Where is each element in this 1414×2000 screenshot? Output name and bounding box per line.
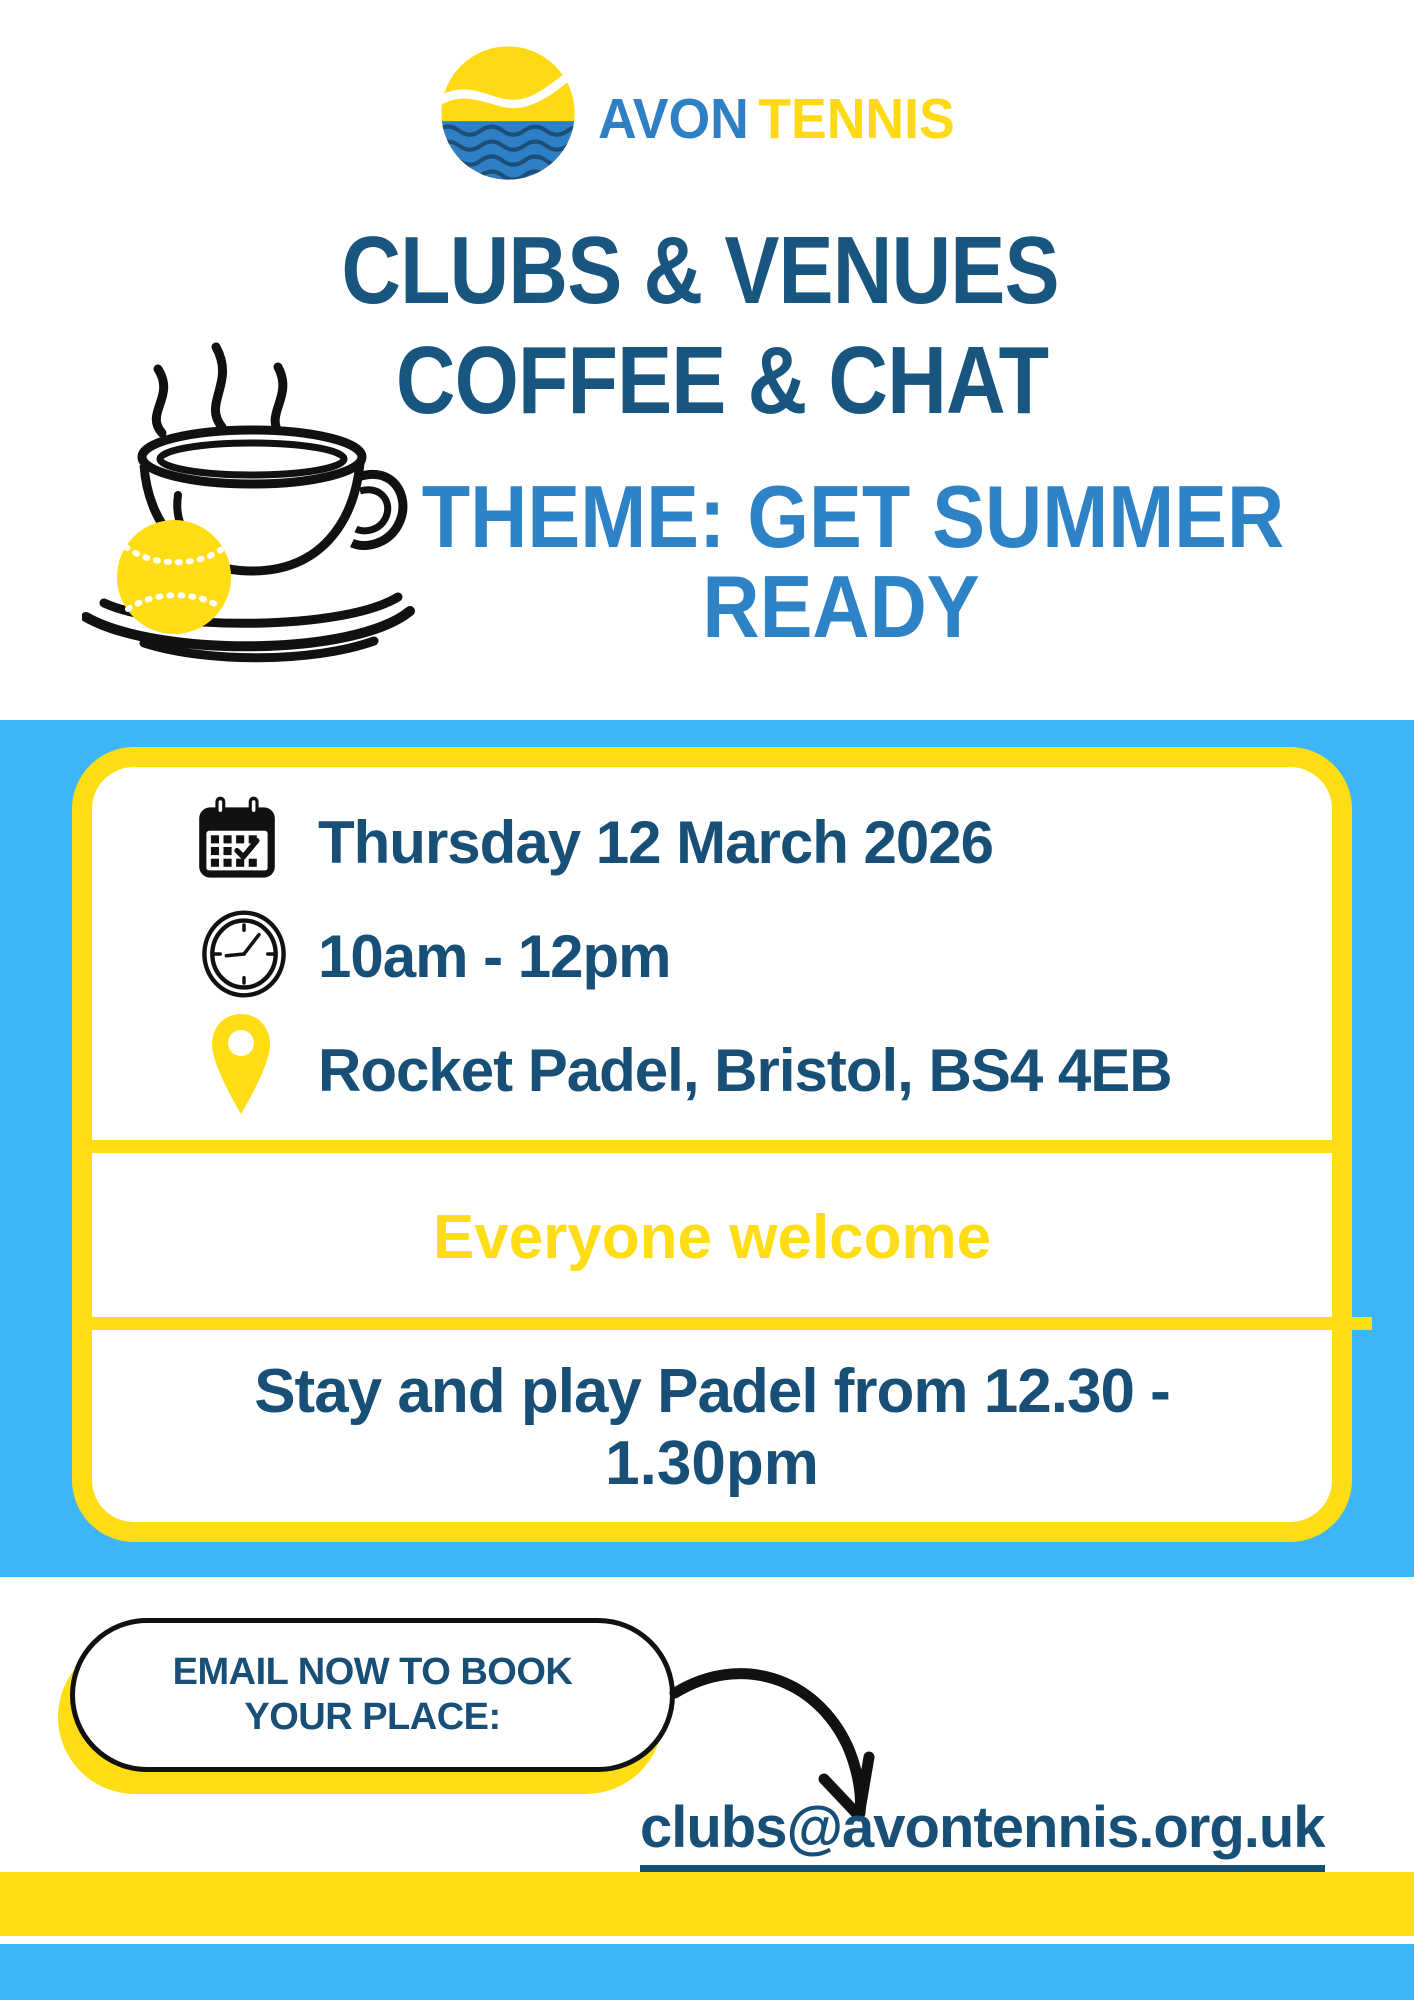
tennis-ball-icon (117, 520, 231, 634)
coffee-cup-illustration (82, 305, 418, 673)
page-title-line1: CLUBS & VENUES (341, 217, 1059, 324)
stay-and-play-line1: Stay and play Padel from 12.30 - (254, 1357, 1170, 1426)
location-pin-icon (210, 1012, 272, 1116)
steam-icon (156, 369, 163, 433)
page-title-line2: COFFEE & CHAT (395, 327, 1049, 434)
welcome-text: Everyone welcome (432, 1203, 992, 1272)
event-location: Rocket Padel, Bristol, BS4 4EB (318, 1037, 1172, 1104)
avon-tennis-logo-icon (440, 45, 576, 181)
logo-word-avon: AVON (598, 87, 749, 151)
theme-title-line2: READY (702, 557, 980, 656)
event-date: Thursday 12 March 2026 (318, 809, 994, 876)
theme-title-line1: THEME: GET SUMMER (421, 467, 1285, 566)
clock-icon (200, 908, 288, 1000)
email-link[interactable]: clubs@avontennis.org.uk (640, 1794, 1325, 1872)
email-cta-pill (70, 1618, 675, 1772)
email-wrap (640, 1794, 1325, 1872)
logo-word-tennis: TENNIS (758, 87, 955, 151)
card-divider-top (92, 1140, 1352, 1153)
email-cta-line1: EMAIL NOW TO BOOK (172, 1651, 573, 1694)
calendar-icon (192, 793, 282, 883)
bottom-blue-band (0, 1944, 1414, 2000)
card-divider-bottom (92, 1317, 1372, 1330)
bottom-yellow-band (0, 1872, 1414, 1936)
email-cta-line2: YOUR PLACE: (244, 1696, 501, 1738)
event-time: 10am - 12pm (318, 923, 671, 990)
logo-wordmark (598, 86, 955, 152)
stay-and-play-line2: 1.30pm (605, 1429, 819, 1498)
